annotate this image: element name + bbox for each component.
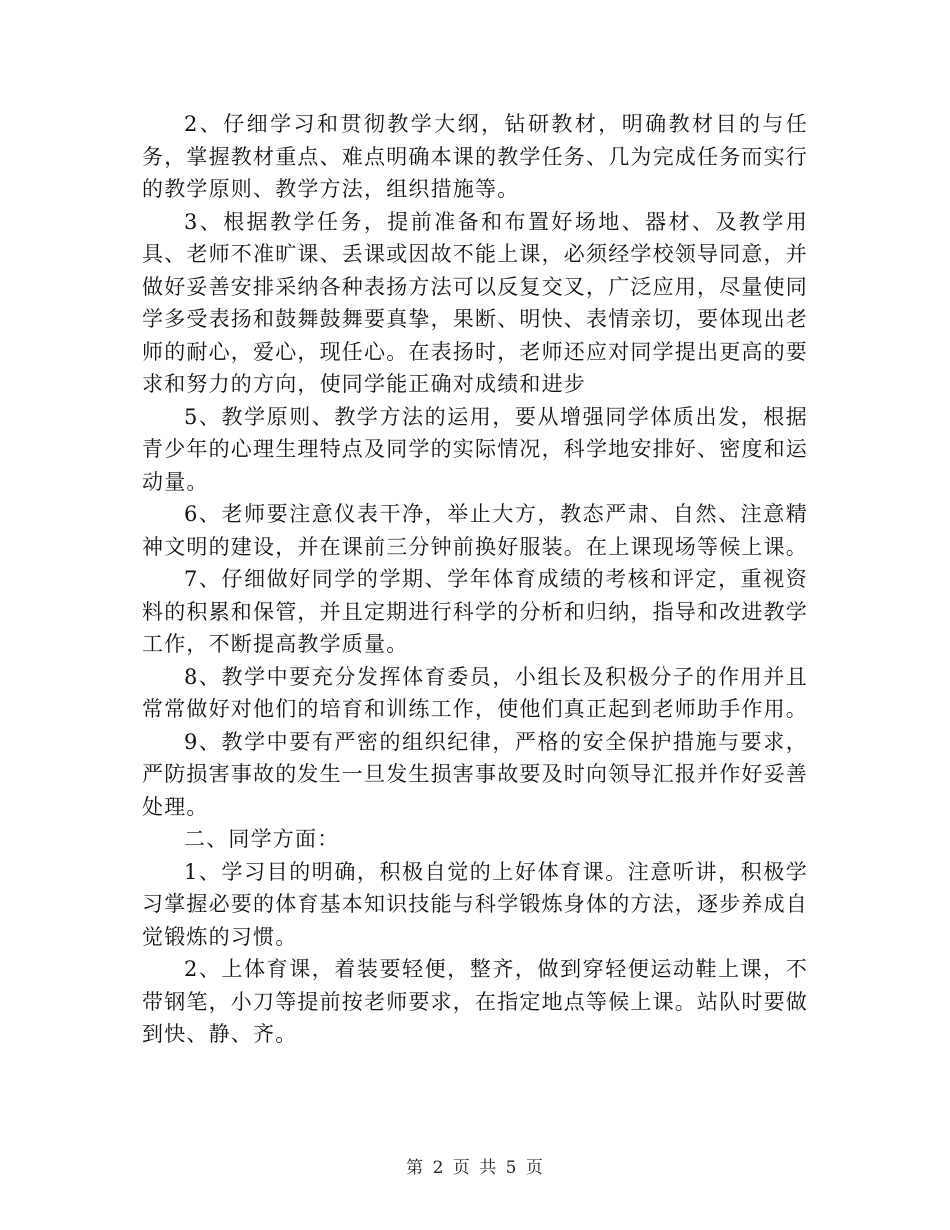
footer-total-word: 共 bbox=[479, 1158, 498, 1178]
document-body bbox=[142, 108, 808, 1051]
paragraph-item-5: 5、教学原则、教学方法的运用，要从增强同学体质出发，根据青少年的心理生理特点及同学的实际情况，科学地安排好、密度和运动量。 bbox=[142, 404, 808, 494]
page-footer bbox=[0, 1153, 950, 1178]
footer-total-pages: 5 bbox=[505, 1158, 518, 1178]
footer-prefix: 第 bbox=[406, 1158, 425, 1178]
paragraph-item-9: 9、教学中要有严密的组织纪律，严格的安全保护措施与要求，严防损害事故的发生一旦发生损害事故要及时向领导汇报并作好妥善处理。 bbox=[142, 729, 808, 819]
paragraph-item-2: 2、仔细学习和贯彻教学大纲，钻研教材，明确教材目的与任务，掌握教材重点、难点明确本课的教学任务、几为完成任务而实行的教学原则、教学方法，组织措施等。 bbox=[142, 112, 808, 201]
paragraph-student-2: 2、上体育课，着装要轻便，整齐，做到穿轻便运动鞋上课，不带钢笔，小刀等提前按老师要求，在指定地点等候上课。站队时要做到快、静、齐。 bbox=[142, 957, 808, 1046]
paragraph-student-1: 1、学习目的明确，积极自觉的上好体育课。注意听讲，积极学习掌握必要的体育基本知识技能与科学锻炼身体的方法，逐步养成自觉锻炼的习惯。 bbox=[142, 859, 808, 949]
section-heading-students: 二、同学方面： bbox=[184, 827, 340, 851]
paragraph-item-8: 8、教学中要充分发挥体育委员，小组长及积极分子的作用并且常常做好对他们的培育和训练工作，使他们真正起到老师助手作用。 bbox=[142, 664, 808, 721]
paragraph-item-3: 3、根据教学任务，提前准备和布置好场地、器材、及教学用具、老师不准旷课、丢课或因故不能上课，必须经学校领导同意，并做好妥善安排采纳各种表扬方法可以反复交叉，广泛应用，尽量使同学多受表扬和鼓舞鼓舞要真挚，果断、明快、表情亲切，要体现出老师的耐心，爱心，现任心。在表扬时，老师还应对同学提出更高的要求和努力的方向，使同学能正确对成绩和进步 bbox=[142, 209, 808, 396]
paragraph-item-6: 6、老师要注意仪表干净，举止大方，教态严肃、自然、注意精神文明的建设，并在课前三分钟前换好服装。在上课现场等候上课。 bbox=[142, 502, 808, 559]
paragraph-item-7: 7、仔细做好同学的学期、学年体育成绩的考核和评定，重视资料的积累和保管，并且定期进行科学的分析和归纳，指导和改进教学工作，不断提高教学质量。 bbox=[142, 567, 808, 656]
footer-current-page: 2 bbox=[432, 1158, 445, 1178]
footer-page-word: 页 bbox=[452, 1158, 471, 1178]
footer-suffix: 页 bbox=[525, 1158, 544, 1178]
